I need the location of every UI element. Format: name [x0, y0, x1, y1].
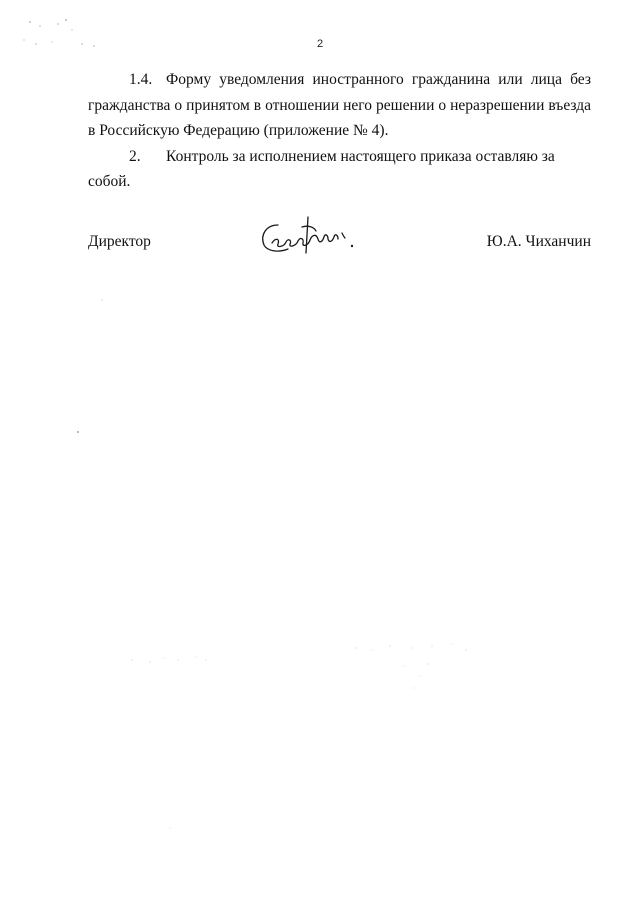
paragraph-number: 1.4. — [129, 71, 153, 88]
paragraph-number: 2. — [129, 147, 141, 165]
paragraph-1-4 — [88, 67, 591, 144]
handwritten-signature-icon — [258, 213, 358, 257]
signatory-name: Ю.А. Чиханчин — [486, 233, 591, 250]
paragraph-text: Контроль за исполнением настоящего приказа оставляю за собой. — [88, 147, 555, 190]
page-number: 2 — [316, 38, 324, 50]
paragraph-2 — [88, 144, 591, 195]
signatory-title: Директор — [88, 233, 151, 250]
paragraph-text: Форму уведомления иностранного гражданина или лица без гражданства о принятом в отношении него решении о неразрешении въезда в Российскую Федерацию (приложение № 4). — [88, 71, 591, 139]
document-body — [88, 67, 591, 195]
